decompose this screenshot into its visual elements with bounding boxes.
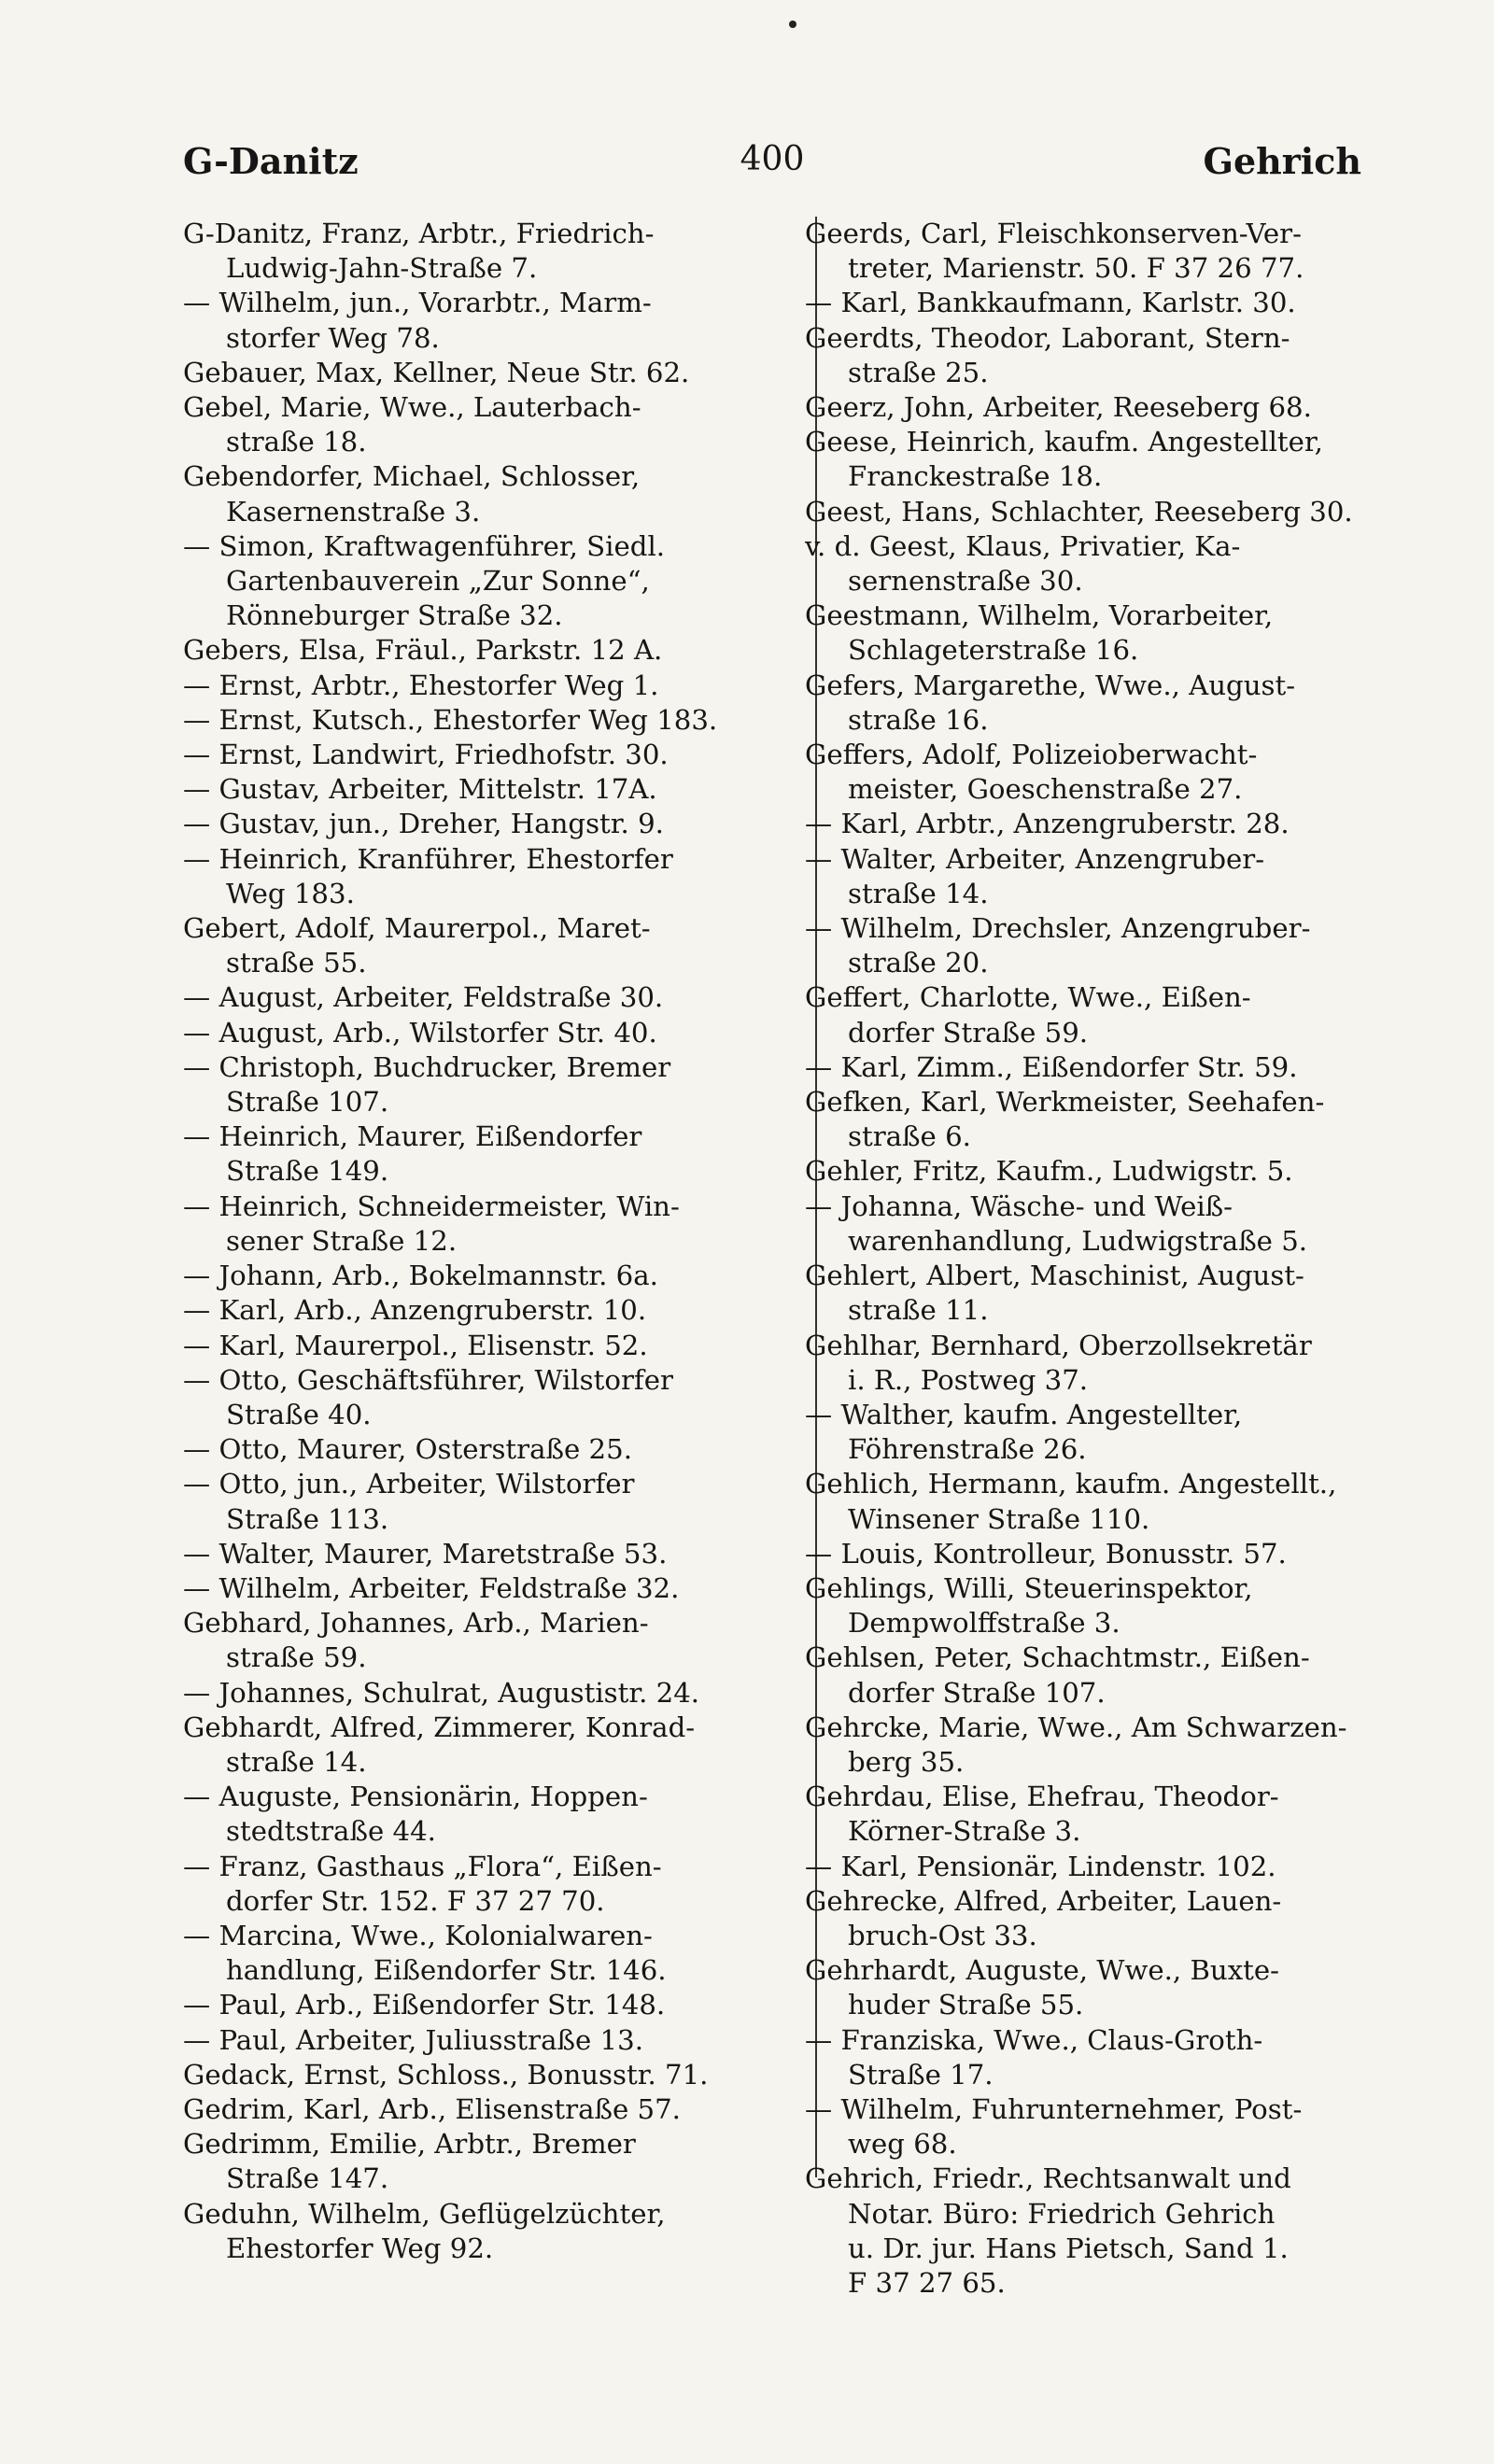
entry-line: straße 11. xyxy=(848,1294,989,1327)
entry-line: Straße 113. xyxy=(226,1502,389,1535)
entry-line: berg 35. xyxy=(848,1745,965,1778)
directory-entry xyxy=(183,738,775,772)
entry-line: Geerdts, Theodor, Laborant, Stern- xyxy=(805,321,1290,354)
directory-entry xyxy=(183,1190,775,1259)
directory-entry xyxy=(183,703,775,738)
directory-entry xyxy=(805,495,1402,529)
entry-line: Gebauer, Max, Kellner, Neue Str. 62. xyxy=(183,356,690,388)
directory-entry xyxy=(183,1432,775,1467)
entry-line: — Heinrich, Kranführer, Ehestorfer xyxy=(183,842,673,875)
entry-line: Ehestorfer Weg 92. xyxy=(226,2232,494,2264)
directory-entry xyxy=(183,1606,775,1675)
directory-entry xyxy=(183,459,775,528)
directory-entry xyxy=(805,738,1402,807)
entry-line: — Louis, Kontrolleur, Bonusstr. 57. xyxy=(805,1537,1287,1570)
directory-entry xyxy=(805,1640,1402,1710)
entry-line: — Karl, Maurerpol., Elisenstr. 52. xyxy=(183,1329,648,1361)
directory-entry xyxy=(805,529,1402,598)
directory-entry xyxy=(805,1850,1402,1884)
entry-line: — Walter, Arbeiter, Anzengruber- xyxy=(805,842,1265,875)
directory-entry xyxy=(805,2092,1402,2161)
entry-line: straße 14. xyxy=(848,877,989,909)
entry-line: straße 55. xyxy=(226,947,367,979)
entry-line: Gehrecke, Alfred, Arbeiter, Lauen- xyxy=(805,1884,1282,1917)
directory-entry xyxy=(183,1988,775,2022)
entry-line: Gebert, Adolf, Maurerpol., Maret- xyxy=(183,912,651,945)
entry-line: — Karl, Pensionär, Lindenstr. 102. xyxy=(805,1850,1276,1882)
entry-line: Geest, Hans, Schlachter, Reeseberg 30. xyxy=(805,495,1353,528)
directory-entry xyxy=(805,2161,1402,2301)
directory-entry xyxy=(183,2023,775,2058)
entry-line: — Heinrich, Maurer, Eißendorfer xyxy=(183,1120,642,1153)
entry-line: dorfer Straße 107. xyxy=(848,1676,1106,1709)
entry-line: Ludwig-Jahn-Straße 7. xyxy=(226,252,538,285)
directory-entry xyxy=(183,286,775,355)
directory-entry xyxy=(183,669,775,703)
entry-line: Gebhardt, Alfred, Zimmerer, Konrad- xyxy=(183,1711,696,1743)
directory-entry xyxy=(183,633,775,668)
entry-line: — Ernst, Kutsch., Ehestorfer Weg 183. xyxy=(183,703,718,736)
entry-line: — Johann, Arb., Bokelmannstr. 6a. xyxy=(183,1260,658,1292)
entry-line: — Marcina, Wwe., Kolonialwaren- xyxy=(183,1919,653,1951)
entry-line: — Wilhelm, Fuhrunternehmer, Post- xyxy=(805,2092,1303,2125)
entry-line: Körner-Straße 3. xyxy=(848,1815,1081,1848)
entry-line: Geese, Heinrich, kaufm. Angestellter, xyxy=(805,426,1323,458)
directory-entry xyxy=(183,1467,775,1536)
directory-entry xyxy=(805,217,1402,286)
entry-line: handlung, Eißendorfer Str. 146. xyxy=(226,1954,667,1987)
directory-entry xyxy=(183,2127,775,2196)
entry-line: Gedrimm, Emilie, Arbtr., Bremer xyxy=(183,2128,636,2161)
entry-line: dorfer Straße 59. xyxy=(848,1016,1089,1049)
entry-line: straße 59. xyxy=(226,1641,367,1674)
directory-entry xyxy=(183,980,775,1015)
directory-entry xyxy=(183,1050,775,1119)
entry-line: Notar. Büro: Friedrich Gehrich xyxy=(848,2197,1276,2230)
entry-line: Gedrim, Karl, Arb., Elisenstraße 57. xyxy=(183,2092,681,2125)
entry-line: — Auguste, Pensionärin, Hoppen- xyxy=(183,1781,648,1813)
entry-line: Geffers, Adolf, Polizeioberwacht- xyxy=(805,739,1258,771)
directory-entry xyxy=(805,1190,1402,1259)
entry-line: — Paul, Arb., Eißendorfer Str. 148. xyxy=(183,1989,666,2021)
entry-line: Straße 40. xyxy=(226,1398,372,1430)
entry-line: Franckestraße 18. xyxy=(848,460,1103,493)
entry-line: Gartenbauverein „Zur Sonne“, xyxy=(226,565,650,598)
entry-line: Gehlhar, Bernhard, Oberzollsekretär xyxy=(805,1329,1312,1361)
entry-line: Geffert, Charlotte, Wwe., Eißen- xyxy=(805,981,1251,1014)
entry-line: — Gustav, jun., Dreher, Hangstr. 9. xyxy=(183,808,664,840)
entry-line: sener Straße 12. xyxy=(226,1224,458,1257)
entry-line: straße 20. xyxy=(848,947,989,979)
directory-entry xyxy=(805,1711,1402,1780)
entry-line: v. d. Geest, Klaus, Privatier, Ka- xyxy=(805,529,1241,562)
entry-line: Gehlings, Willi, Steuerinspektor, xyxy=(805,1571,1253,1604)
entry-line: treter, Marienstr. 50. F 37 26 77. xyxy=(848,252,1304,285)
directory-entry xyxy=(183,1571,775,1606)
page-header xyxy=(183,140,1361,196)
entry-line: Gebendorfer, Michael, Schlosser, xyxy=(183,460,641,493)
directory-entry xyxy=(805,1884,1402,1953)
entry-line: straße 16. xyxy=(848,703,989,736)
entry-line: Geestmann, Wilhelm, Vorarbeiter, xyxy=(805,599,1274,632)
directory-entry xyxy=(805,669,1402,738)
entry-line: Gehrich, Friedr., Rechtsanwalt und xyxy=(805,2162,1291,2195)
directory-entry xyxy=(183,1363,775,1432)
directory-entry xyxy=(183,2092,775,2127)
entry-line: Straße 147. xyxy=(226,2162,389,2195)
directory-entry xyxy=(183,1919,775,1988)
entry-line: dorfer Str. 152. F 37 27 70. xyxy=(226,1884,605,1917)
directory-entry xyxy=(183,1259,775,1293)
directory-entry xyxy=(805,1085,1402,1154)
entry-line: Gefken, Karl, Werkmeister, Seehafen- xyxy=(805,1086,1325,1119)
entry-line: Gehler, Fritz, Kaufm., Ludwigstr. 5. xyxy=(805,1155,1293,1188)
page-number: 400 xyxy=(740,140,805,178)
entry-line: Rönneburger Straße 32. xyxy=(226,599,563,632)
entry-line: — Gustav, Arbeiter, Mittelstr. 17A. xyxy=(183,773,657,806)
directory-entry xyxy=(183,772,775,807)
entry-line: Föhrenstraße 26. xyxy=(848,1433,1087,1466)
entry-line: — Karl, Zimm., Eißendorfer Str. 59. xyxy=(805,1050,1298,1083)
entry-line: Gebers, Elsa, Fräul., Parkstr. 12 A. xyxy=(183,634,663,667)
entry-line: storfer Weg 78. xyxy=(226,321,440,354)
entry-line: Gedack, Ernst, Schloss., Bonusstr. 71. xyxy=(183,2058,709,2091)
directory-entry xyxy=(183,356,775,390)
entry-line: Kasernenstraße 3. xyxy=(226,495,481,528)
directory-entry xyxy=(183,1119,775,1189)
directory-entry xyxy=(805,425,1402,494)
entry-line: Straße 149. xyxy=(226,1155,389,1188)
directory-entry xyxy=(183,911,775,980)
entry-line: Gehrhardt, Auguste, Wwe., Buxte- xyxy=(805,1954,1280,1987)
entry-line: huder Straße 55. xyxy=(848,1989,1084,2021)
directory-entry xyxy=(805,1537,1402,1571)
directory-entry xyxy=(805,980,1402,1049)
directory-entry xyxy=(183,1329,775,1363)
entry-line: Weg 183. xyxy=(226,877,355,909)
directory-entry xyxy=(183,529,775,634)
entry-line: straße 14. xyxy=(226,1745,367,1778)
directory-entry xyxy=(183,2058,775,2092)
directory-entry xyxy=(183,807,775,841)
right-column xyxy=(805,217,1402,2301)
entry-line: — Karl, Bankkaufmann, Karlstr. 30. xyxy=(805,287,1296,319)
directory-entry xyxy=(805,1154,1402,1189)
directory-entry xyxy=(183,2197,775,2266)
entry-line: — Karl, Arb., Anzengruberstr. 10. xyxy=(183,1294,647,1327)
directory-entry xyxy=(805,286,1402,320)
entry-line: Gebhard, Johannes, Arb., Marien- xyxy=(183,1607,649,1640)
entry-line: Straße 107. xyxy=(226,1086,389,1119)
entry-line: — August, Arbeiter, Feldstraße 30. xyxy=(183,981,664,1014)
entry-line: Gehlert, Albert, Maschinist, August- xyxy=(805,1260,1304,1292)
header-right-keyword: Gehrich xyxy=(1203,140,1361,182)
directory-entry xyxy=(183,1711,775,1780)
directory-entry xyxy=(183,1293,775,1328)
entry-line: — Otto, Maurer, Osterstraße 25. xyxy=(183,1433,632,1466)
directory-entry xyxy=(183,1537,775,1571)
directory-entry xyxy=(805,1571,1402,1640)
entry-line: — Walter, Maurer, Maretstraße 53. xyxy=(183,1537,668,1570)
directory-entry xyxy=(183,1850,775,1919)
entry-line: F 37 27 65. xyxy=(848,2266,1006,2299)
entry-line: Geerds, Carl, Fleischkonserven-Ver- xyxy=(805,218,1302,249)
entry-line: Geerz, John, Arbeiter, Reeseberg 68. xyxy=(805,391,1312,424)
entry-line: Schlageterstraße 16. xyxy=(848,634,1139,667)
left-column xyxy=(183,217,775,2266)
entry-line: — Johannes, Schulrat, Augustistr. 24. xyxy=(183,1676,700,1709)
entry-line: Geduhn, Wilhelm, Geflügelzüchter, xyxy=(183,2197,666,2230)
directory-entry xyxy=(183,217,775,286)
entry-line: G-Danitz, Franz, Arbtr., Friedrich- xyxy=(183,218,655,249)
entry-line: Winsener Straße 110. xyxy=(848,1502,1150,1535)
entry-line: — Wilhelm, jun., Vorarbtr., Marm- xyxy=(183,287,652,319)
directory-entry xyxy=(183,1676,775,1711)
directory-entry xyxy=(805,1398,1402,1467)
directory-entry xyxy=(805,911,1402,980)
entry-line: warenhandlung, Ludwigstraße 5. xyxy=(848,1224,1308,1257)
directory-entry xyxy=(805,390,1402,425)
entry-line: — Ernst, Arbtr., Ehestorfer Weg 1. xyxy=(183,669,659,701)
entry-line: — Ernst, Landwirt, Friedhofstr. 30. xyxy=(183,739,669,771)
directory-entry xyxy=(805,321,1402,390)
entry-line: u. Dr. jur. Hans Pietsch, Sand 1. xyxy=(848,2232,1289,2264)
entry-line: Gehlsen, Peter, Schachtmstr., Eißen- xyxy=(805,1641,1310,1674)
directory-entry xyxy=(805,1050,1402,1085)
directory-entry xyxy=(805,1259,1402,1328)
entry-line: — Otto, jun., Arbeiter, Wilstorfer xyxy=(183,1468,635,1500)
entry-line: Gebel, Marie, Wwe., Lauterbach- xyxy=(183,391,641,424)
entry-line: meister, Goeschenstraße 27. xyxy=(848,773,1243,806)
directory-entry xyxy=(805,807,1402,841)
directory-entry xyxy=(183,390,775,459)
entry-line: — Wilhelm, Arbeiter, Feldstraße 32. xyxy=(183,1571,680,1604)
entry-line: Gehrdau, Elise, Ehefrau, Theodor- xyxy=(805,1781,1279,1813)
entry-line: — Wilhelm, Drechsler, Anzengruber- xyxy=(805,912,1311,945)
entry-line: Gefers, Margarethe, Wwe., August- xyxy=(805,669,1296,701)
entry-line: straße 25. xyxy=(848,356,989,388)
entry-line: — August, Arb., Wilstorfer Str. 40. xyxy=(183,1016,657,1049)
entry-line: Dempwolffstraße 3. xyxy=(848,1607,1120,1640)
entry-line: straße 6. xyxy=(848,1120,971,1153)
entry-line: straße 18. xyxy=(226,426,367,458)
entry-line: i. R., Postweg 37. xyxy=(848,1363,1089,1396)
directory-entry xyxy=(805,1780,1402,1849)
entry-line: — Otto, Geschäftsführer, Wilstorfer xyxy=(183,1363,673,1396)
directory-entry xyxy=(805,1467,1402,1536)
directory-entry xyxy=(183,842,775,911)
entry-line: — Franz, Gasthaus „Flora“, Eißen- xyxy=(183,1850,662,1882)
entry-line: — Walther, kaufm. Angestellter, xyxy=(805,1398,1243,1430)
directory-entry xyxy=(805,1329,1402,1398)
entry-line: — Paul, Arbeiter, Juliusstraße 13. xyxy=(183,2023,643,2056)
entry-line: Gehlich, Hermann, kaufm. Angestellt., xyxy=(805,1468,1337,1500)
directory-entry xyxy=(805,2023,1402,2092)
directory-entry xyxy=(805,1953,1402,2022)
directory-entry xyxy=(183,1780,775,1849)
entry-line: Gehrcke, Marie, Wwe., Am Schwarzen- xyxy=(805,1711,1347,1743)
entry-line: — Franziska, Wwe., Claus-Groth- xyxy=(805,2023,1263,2056)
entry-line: — Karl, Arbtr., Anzengruberstr. 28. xyxy=(805,808,1290,840)
directory-entry xyxy=(183,1016,775,1050)
entry-line: — Simon, Kraftwagenführer, Siedl. xyxy=(183,529,666,562)
entry-line: stedtstraße 44. xyxy=(226,1815,436,1848)
entry-line: bruch-Ost 33. xyxy=(848,1919,1037,1951)
header-left-keyword: G-Danitz xyxy=(183,140,359,182)
entry-line: — Heinrich, Schneidermeister, Win- xyxy=(183,1190,680,1222)
directory-entry xyxy=(805,598,1402,668)
entry-line: — Johanna, Wäsche- und Weiß- xyxy=(805,1190,1233,1222)
entry-line: — Christoph, Buchdrucker, Bremer xyxy=(183,1050,671,1083)
entry-line: Straße 17. xyxy=(848,2058,994,2091)
print-mark xyxy=(789,21,796,28)
directory-entry xyxy=(805,842,1402,911)
entry-line: weg 68. xyxy=(848,2128,957,2161)
entry-line: sernenstraße 30. xyxy=(848,565,1083,598)
